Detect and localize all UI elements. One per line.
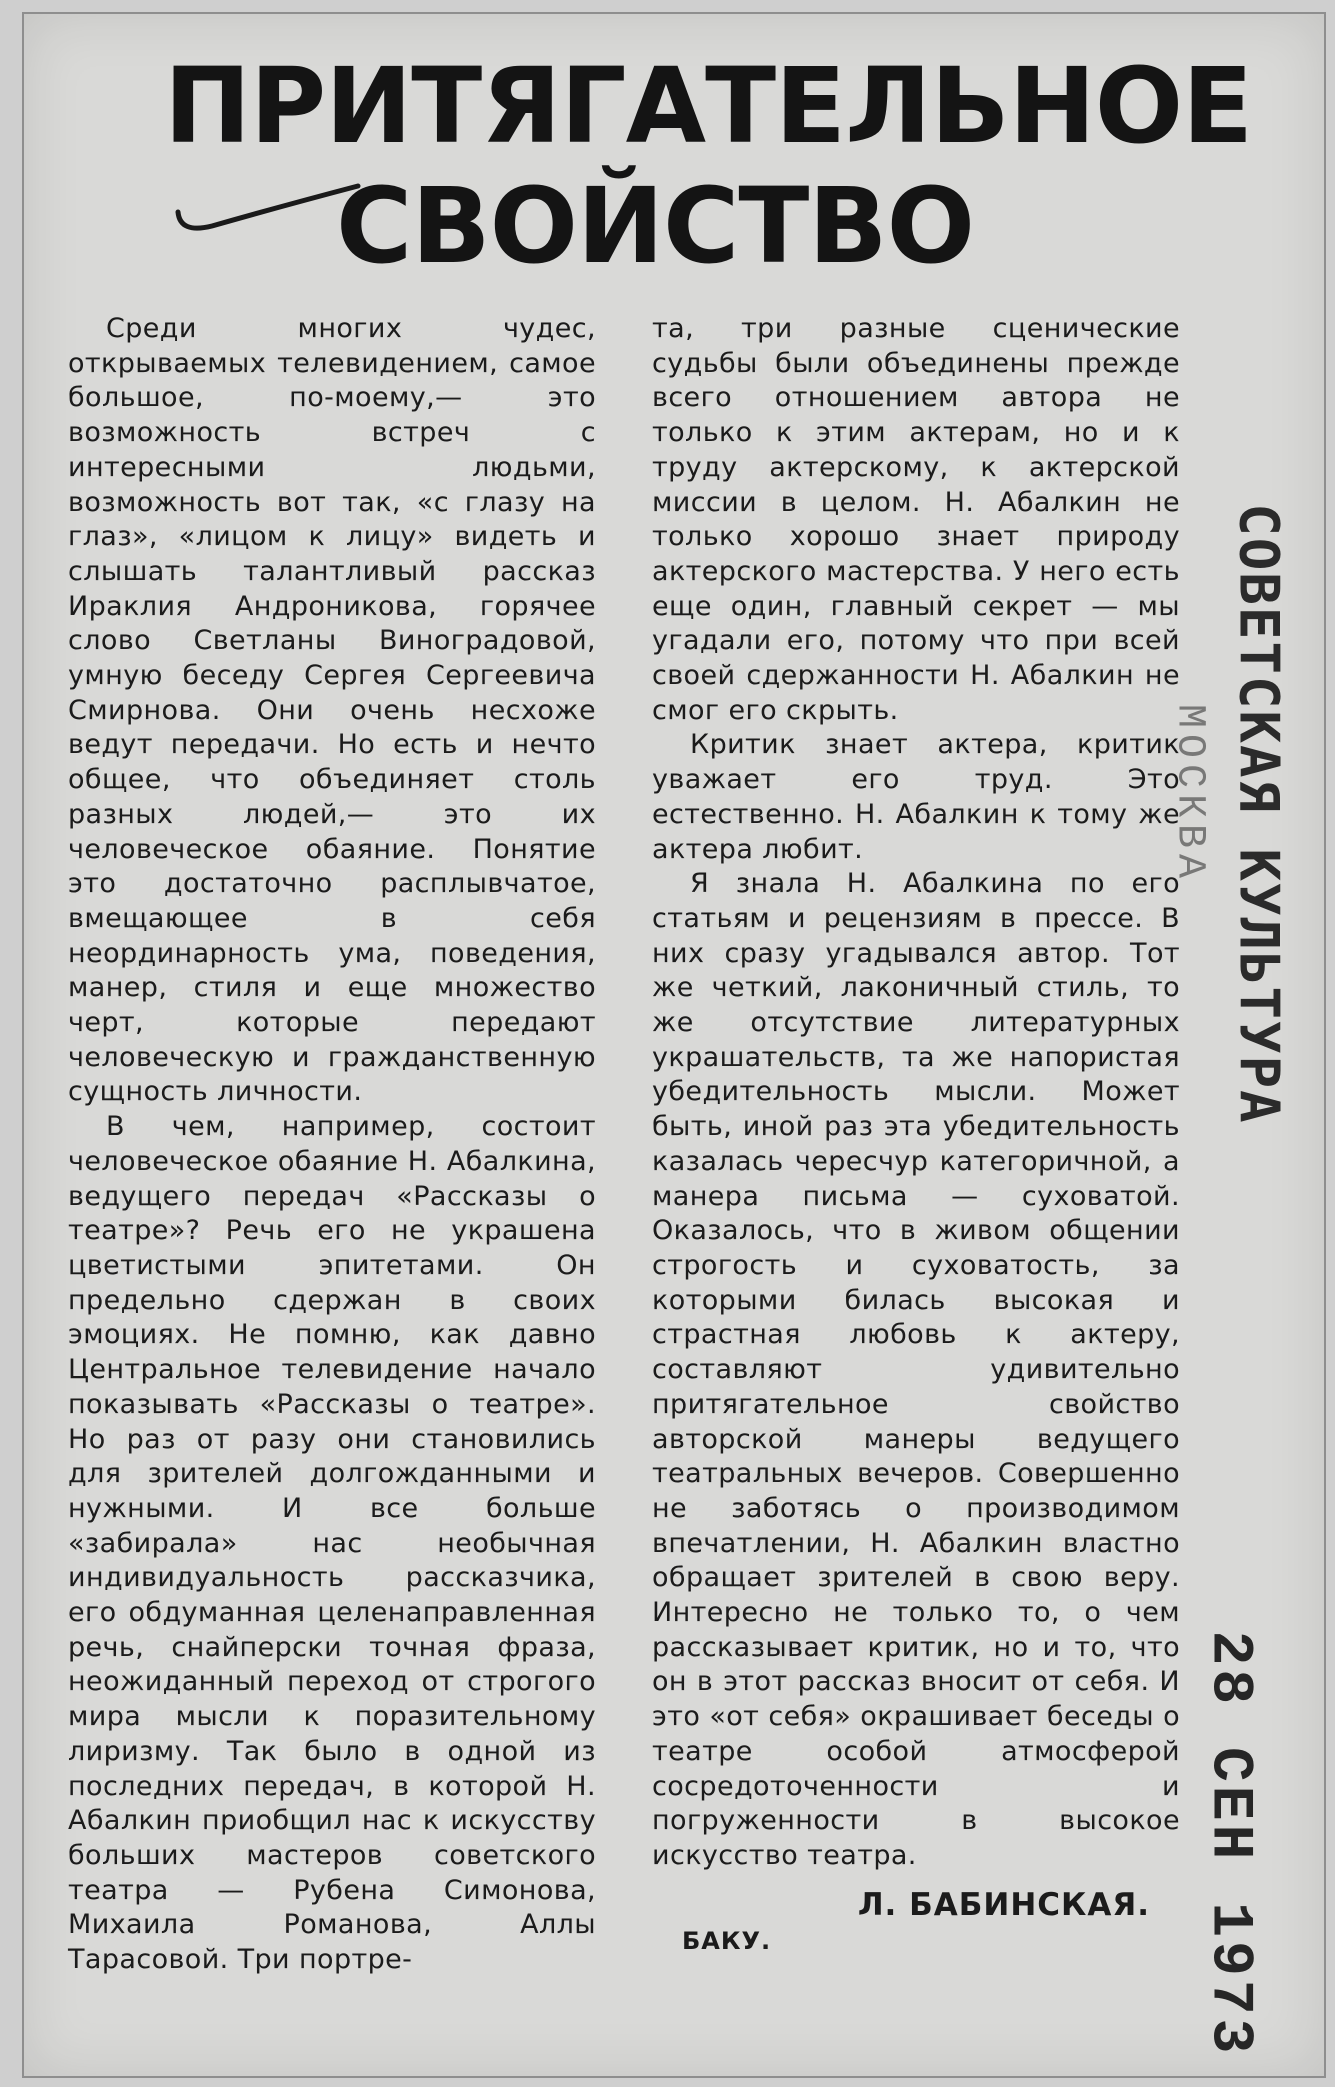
article-paragraph: Критик знает актера, критик уважает его труд. Это естественно. Н. Абалкин к тому же актера любит. <box>652 729 1180 865</box>
date-stamp <box>1174 1630 1284 2058</box>
headline-line-2: СВОЙСТВО <box>336 165 974 287</box>
article-column-right <box>652 312 1180 1958</box>
article-paragraph: Среди многих чудес, открываемых телевидением, самое большое, по-моему,— это возможность встреч с интересными людьми, возможность вот так, «с глазу на глаз», «лицом к лицу» видеть и слышать талантливый рассказ Ираклия Андроникова, горячее слово Светланы Виноградовой, умную беседу Сергея Сергеевича Смирнова. Они очень несхоже ведут передачи. Но есть и нечто общее, что объединяет столь разных людей,— это их человеческое обаяние. Понятие это достаточно расплывчатое, вмещающее в себя неординарность ума, поведения, манер, стиля и еще множество черт, которые передают человеческую и гражданственную сущность личности. <box>68 313 596 1108</box>
article-column-left <box>68 312 596 1978</box>
newspaper-name-stamp <box>1219 503 1299 1125</box>
article-paragraph: В чем, например, состоит человеческое обаяние Н. Абалкина, ведущего передач «Рассказы о театре»? Речь его не украшена цветистыми эпитетами. Он предельно сдержан в своих эмоциях. Не помню, как давно Центральное телевидение начало показывать «Рассказы о театре». Но раз от разу они становились для зрителей долгожданными и нужными. И все больше «забирала» нас необычная индивидуальность рассказчика, его обдуманная целенаправленная речь, снайперски точная фраза, неожиданный переход от строгого мира мысли к поразительному лиризму. Так было в одной из последних передач, в которой Н. Абалкин приобщил нас к искусству больших мастеров советского театра — Рубена Симонова, Михаила Романова, Аллы Тарасовой. Три портре- <box>68 1111 596 1976</box>
newspaper-clipping <box>22 12 1326 2078</box>
byline <box>652 1888 1180 1958</box>
place-stamp <box>1159 634 1219 954</box>
stamp-date-text: 28 СЕН 1973 <box>1196 1630 1262 2058</box>
place-name: МОСКВА <box>1166 703 1212 885</box>
article-paragraph: Я знала Н. Абалкина по его статьям и рецензиям в прессе. В них сразу угадывался автор. Тот же четкий, лаконичный стиль, то же отсутствие литературных украшательств, та же напористая убедительность мысли. Может быть, иной раз эта убедительность казалась чересчур категоричной, а манера письма — суховатой. Оказалось, что в живом общении строгость и суховатость, за которыми билась высокая и страстная любовь к актеру, составляют удивительно притягательное свойство авторской манеры ведущего театральных вечеров. Совершенно не заботясь о производимом впечатлении, Н. Абалкин властно обращает зрителей в свою веру. Интересно не только то, о чем рассказывает критик, но и то, что он в этот рассказ вносит от себя. И это «от себя» окрашивает беседы о театре особой атмосферой сосредоточенности и погруженности в высокое искусство театра. <box>652 868 1180 1871</box>
author-signature: Л. БАБИНСКАЯ. <box>857 1886 1150 1923</box>
headline-line-1: ПРИТЯГАТЕЛЬНОЕ <box>164 45 1253 167</box>
newspaper-name: СОВЕТСКАЯ КУЛЬТУРА <box>1227 503 1291 1125</box>
pen-check-mark <box>172 182 362 238</box>
author-city: БАКУ. <box>682 1926 772 1955</box>
article-paragraph: та, три разные сценические судьбы были объединены прежде всего отношением автора не только к этим актерам, но и к труду актерскому, к актерской миссии в целом. Н. Абалкин не только хорошо знает природу актерского мастерства. У него есть еще один, главный секрет — мы угадали его, потому что при всей своей сдержанности Н. Абалкин не смог его скрыть. <box>652 313 1180 726</box>
